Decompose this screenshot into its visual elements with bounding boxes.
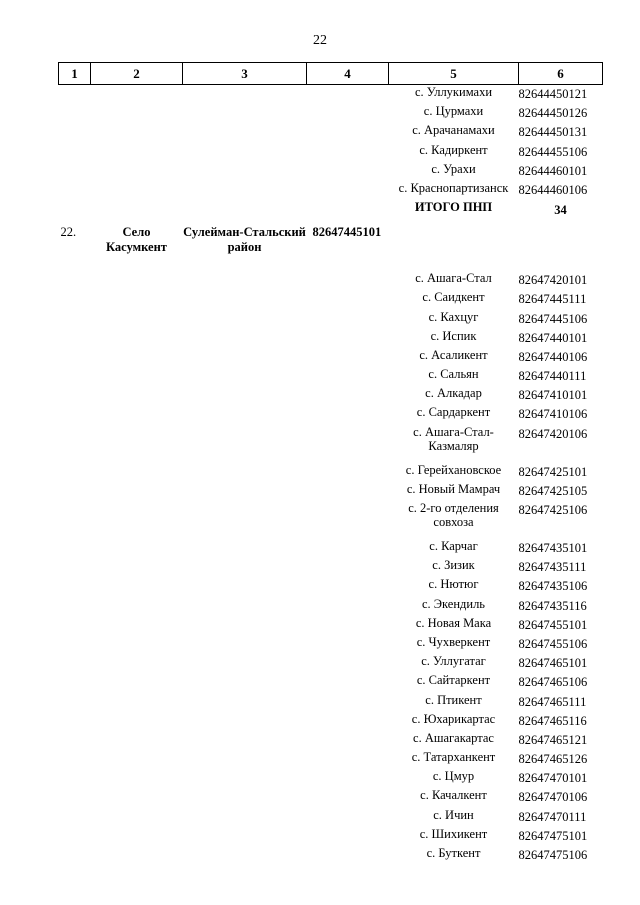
settlement-code: 82647435101 [518, 541, 588, 555]
empty-cell [91, 597, 183, 616]
empty-cell [183, 104, 307, 123]
settlement-name: с. Нютюг [428, 577, 479, 592]
group-district: Сулейман-Стальский район [183, 225, 306, 255]
settlement-code: 82644450126 [518, 106, 588, 121]
column-header: 2 [91, 63, 183, 85]
empty-cell [183, 827, 307, 846]
settlement-name: с. Кахцуг [428, 309, 479, 324]
total-section [59, 200, 603, 221]
empty-cell [91, 577, 183, 596]
empty-cell [59, 425, 91, 463]
empty-cell [91, 616, 183, 635]
settlement-code: 82644460106 [518, 182, 588, 197]
empty-cell [183, 731, 307, 750]
empty-cell [91, 788, 183, 807]
empty-cell [183, 329, 307, 348]
settlement-code: 82647465101 [518, 656, 588, 671]
empty-cell [91, 501, 183, 539]
empty-cell [59, 482, 91, 501]
empty-cell [91, 181, 183, 200]
empty-cell [307, 271, 389, 290]
empty-cell [307, 386, 389, 405]
table-header-row [59, 63, 603, 85]
table-row [59, 310, 603, 329]
empty-cell [183, 769, 307, 788]
empty-cell [59, 310, 91, 329]
table-row [59, 367, 603, 386]
settlements-table [58, 62, 603, 865]
settlement-name: с. Ичин [433, 807, 474, 822]
empty-cell [183, 788, 307, 807]
empty-cell [307, 616, 389, 635]
empty-cell [59, 271, 91, 290]
settlement-code: 82647455106 [518, 636, 588, 651]
settlement-code: 82647465126 [518, 752, 588, 767]
empty-cell [183, 271, 307, 290]
table-row [59, 597, 603, 616]
settlement-code: 82647440101 [518, 330, 588, 345]
empty-cell [91, 367, 183, 386]
empty-cell [91, 123, 183, 142]
group-name: Село Касумкент [106, 225, 167, 255]
empty-cell [307, 143, 389, 162]
empty-cell [59, 635, 91, 654]
settlement-code: 82647435111 [518, 560, 587, 575]
empty-cell [307, 348, 389, 367]
table-row [59, 539, 603, 558]
empty-cell [59, 386, 91, 405]
empty-cell [59, 329, 91, 348]
settlement-name: с. Сардаркент [416, 405, 491, 420]
settlement-code: 82647435106 [518, 579, 588, 594]
table-row [59, 329, 603, 348]
empty-cell [59, 539, 91, 558]
table-row [59, 712, 603, 731]
settlement-code: 82647465106 [518, 675, 588, 690]
settlement-name: с. Асаликент [419, 347, 488, 362]
column-header: 6 [519, 63, 603, 85]
table-row [59, 123, 603, 142]
empty-cell [91, 425, 183, 463]
settlement-code: 82647425105 [518, 483, 588, 498]
empty-cell [307, 482, 389, 501]
settlement-name: с. Испик [430, 328, 477, 343]
table-row [59, 386, 603, 405]
empty-cell [307, 425, 389, 463]
settlement-name: с. Юхарикартас [411, 711, 496, 726]
settlement-name: с. Цмур [432, 769, 475, 784]
empty-cell [91, 808, 183, 827]
empty-cell [59, 788, 91, 807]
settlement-name: с. Уллугатаг [421, 654, 486, 669]
empty-cell [183, 597, 307, 616]
settlement-name: с. Алкадар [425, 386, 482, 401]
table-row [59, 348, 603, 367]
empty-cell [59, 290, 91, 309]
empty-cell [307, 788, 389, 807]
empty-cell [183, 654, 307, 673]
settlement-name: с. Новый Мамрач [406, 481, 501, 496]
settlement-name: с. Кадиркент [419, 142, 488, 157]
empty-cell [59, 597, 91, 616]
empty-cell [183, 162, 307, 181]
empty-cell [183, 673, 307, 692]
empty-cell [307, 808, 389, 827]
table-row [59, 85, 603, 105]
empty-cell [91, 85, 183, 105]
empty-cell [91, 846, 183, 865]
table-row [59, 788, 603, 807]
empty-cell [307, 673, 389, 692]
group-code: 82647445101 [312, 225, 382, 240]
settlement-code: 82647435116 [518, 598, 587, 613]
total-row [59, 200, 603, 221]
settlement-name: с. Урахи [431, 161, 476, 176]
empty-cell [91, 693, 183, 712]
settlement-name: с. Новая Мака [415, 615, 492, 630]
empty-cell [183, 712, 307, 731]
empty-cell [183, 635, 307, 654]
empty-cell [183, 501, 307, 539]
empty-cell [307, 558, 389, 577]
empty-cell [91, 463, 183, 482]
empty-cell [59, 577, 91, 596]
empty-cell [307, 85, 389, 105]
empty-cell [59, 405, 91, 424]
empty-cell [91, 673, 183, 692]
settlement-code: 82644455106 [518, 144, 588, 159]
empty-cell [307, 329, 389, 348]
settlements-list-a [59, 85, 603, 201]
empty-cell [91, 558, 183, 577]
table-row [59, 654, 603, 673]
table-row [59, 846, 603, 865]
table-row [59, 769, 603, 788]
settlement-code: 82647465121 [518, 732, 588, 747]
empty-cell [91, 712, 183, 731]
settlement-name: с. Уллукимахи [414, 85, 493, 99]
settlement-code: 82647440111 [518, 369, 587, 384]
empty-cell [183, 482, 307, 501]
empty-cell [183, 143, 307, 162]
empty-cell [307, 654, 389, 673]
settlements-list-b [59, 271, 603, 865]
table-row [59, 162, 603, 181]
table-row [59, 693, 603, 712]
settlement-code: 82644460101 [518, 163, 588, 178]
empty-cell [91, 271, 183, 290]
table-row [59, 463, 603, 482]
settlement-code: 82647410101 [518, 388, 588, 403]
table-row [59, 750, 603, 769]
empty-cell [307, 162, 389, 181]
empty-cell [307, 635, 389, 654]
empty-cell [307, 123, 389, 142]
settlement-name: с. Саидкент [422, 290, 485, 305]
empty-cell [307, 750, 389, 769]
group-section [59, 221, 603, 271]
settlement-code: 82647470111 [518, 809, 587, 824]
empty-cell [59, 616, 91, 635]
settlement-code: 82647475106 [518, 848, 588, 862]
empty-cell [91, 827, 183, 846]
empty-cell [59, 501, 91, 539]
page-number: 22 [313, 33, 327, 48]
table-row [59, 808, 603, 827]
settlement-name: с. Арачанамахи [412, 123, 495, 138]
empty-cell [91, 731, 183, 750]
empty-cell [183, 290, 307, 309]
empty-cell [59, 463, 91, 482]
settlement-code: 82647470106 [518, 790, 588, 805]
table-row [59, 104, 603, 123]
empty-cell [59, 846, 91, 865]
empty-cell [59, 712, 91, 731]
empty-cell [91, 405, 183, 424]
settlement-name: с. Ашага-Стал-Казмаляр [413, 424, 494, 453]
empty-cell [183, 181, 307, 200]
empty-cell [183, 463, 307, 482]
table-row [59, 425, 603, 463]
group-row [59, 221, 603, 271]
empty-cell [91, 104, 183, 123]
empty-cell [307, 712, 389, 731]
empty-cell [183, 367, 307, 386]
empty-cell [91, 539, 183, 558]
empty-cell [307, 846, 389, 865]
empty-cell [183, 846, 307, 865]
settlement-name: с. Птикент [425, 692, 482, 707]
empty-cell [183, 808, 307, 827]
empty-cell [91, 143, 183, 162]
table-row [59, 501, 603, 539]
empty-cell [307, 769, 389, 788]
empty-cell [59, 143, 91, 162]
table-row [59, 827, 603, 846]
settlement-code: 82647410106 [518, 407, 588, 422]
empty-cell [91, 635, 183, 654]
table-row [59, 673, 603, 692]
settlement-name: с. Ашага-Стал [415, 271, 492, 286]
empty-cell [91, 329, 183, 348]
settlement-code: 82647420101 [518, 273, 588, 288]
settlement-name: с. Сайтаркент [416, 673, 491, 688]
settlement-name: с. Карчаг [429, 539, 478, 553]
settlement-name: с. Ашагакартас [413, 730, 494, 745]
empty-cell [307, 405, 389, 424]
empty-cell [183, 693, 307, 712]
total-value: 34 [554, 203, 567, 218]
empty-cell [307, 501, 389, 539]
empty-cell [183, 85, 307, 105]
empty-cell [91, 348, 183, 367]
table-row [59, 616, 603, 635]
table-row [59, 405, 603, 424]
empty-cell [307, 290, 389, 309]
empty-cell [183, 750, 307, 769]
settlement-name: с. Качалкент [420, 788, 487, 803]
empty-cell [59, 85, 91, 105]
empty-cell [183, 310, 307, 329]
empty-cell [307, 104, 389, 123]
empty-cell [307, 367, 389, 386]
settlement-name: с. Татарханкент [411, 750, 496, 765]
empty-cell [307, 310, 389, 329]
empty-cell [307, 539, 389, 558]
empty-cell [59, 348, 91, 367]
settlement-code: 82647445111 [518, 292, 587, 307]
empty-cell [183, 539, 307, 558]
settlement-code: 82644450131 [518, 125, 588, 140]
empty-cell [59, 808, 91, 827]
empty-cell [307, 693, 389, 712]
empty-cell [59, 827, 91, 846]
empty-cell [59, 162, 91, 181]
empty-cell [183, 616, 307, 635]
empty-cell [307, 577, 389, 596]
table-row [59, 635, 603, 654]
table-row [59, 731, 603, 750]
settlement-name: с. Сальян [428, 367, 479, 382]
empty-cell [91, 310, 183, 329]
column-header: 5 [389, 63, 519, 85]
settlement-name: с. 2-го отделения совхоза [408, 501, 499, 529]
table-row [59, 577, 603, 596]
empty-cell [91, 654, 183, 673]
empty-cell [183, 558, 307, 577]
table-row [59, 181, 603, 200]
empty-cell [91, 290, 183, 309]
settlement-code: 82647425106 [518, 503, 588, 517]
settlement-name: с. Экендиль [421, 596, 486, 611]
empty-cell [59, 654, 91, 673]
settlement-name: с. Буткент [426, 846, 481, 860]
empty-cell [91, 386, 183, 405]
empty-cell [91, 769, 183, 788]
empty-cell [183, 405, 307, 424]
empty-cell [183, 577, 307, 596]
empty-cell [59, 750, 91, 769]
empty-cell [91, 482, 183, 501]
table-row [59, 143, 603, 162]
empty-cell [59, 181, 91, 200]
empty-cell [183, 123, 307, 142]
settlement-code: 82647465111 [518, 694, 587, 709]
settlement-code: 82647455101 [518, 617, 588, 632]
column-header: 3 [183, 63, 307, 85]
empty-cell [59, 693, 91, 712]
table-row [59, 290, 603, 309]
empty-cell [183, 386, 307, 405]
empty-cell [307, 827, 389, 846]
empty-cell [183, 425, 307, 463]
empty-cell [91, 162, 183, 181]
table-row [59, 558, 603, 577]
empty-cell [59, 367, 91, 386]
settlement-code: 82647470101 [518, 771, 588, 786]
group-number: 22. [60, 225, 77, 240]
empty-cell [307, 181, 389, 200]
empty-cell [59, 769, 91, 788]
empty-cell [59, 104, 91, 123]
empty-cell [59, 673, 91, 692]
settlement-code: 82647445106 [518, 311, 588, 326]
settlement-name: с. Чухверкент [416, 634, 491, 649]
settlement-code: 82647440106 [518, 349, 588, 364]
settlement-name: с. Герейхановское [405, 462, 502, 477]
empty-cell [59, 731, 91, 750]
empty-cell [307, 597, 389, 616]
table-row [59, 271, 603, 290]
settlement-code: 82644450121 [518, 87, 588, 101]
empty-cell [91, 750, 183, 769]
empty-cell [307, 463, 389, 482]
column-header: 1 [59, 63, 91, 85]
settlement-code: 82647420106 [518, 426, 588, 441]
empty-cell [307, 731, 389, 750]
settlement-code: 82647465116 [518, 713, 587, 728]
settlement-code: 82647425101 [518, 464, 588, 479]
empty-cell [59, 558, 91, 577]
column-header: 4 [307, 63, 389, 85]
total-label: ИТОГО ПНП [414, 200, 493, 215]
empty-cell [59, 123, 91, 142]
empty-cell [183, 348, 307, 367]
settlement-code: 82647475101 [518, 828, 588, 843]
settlement-name: с. Цурмахи [423, 104, 484, 119]
settlement-name: с. Зизик [432, 558, 475, 573]
settlement-name: с. Шихикент [419, 826, 488, 841]
settlement-name: с. Краснопартизанск [398, 180, 509, 195]
table-row [59, 482, 603, 501]
